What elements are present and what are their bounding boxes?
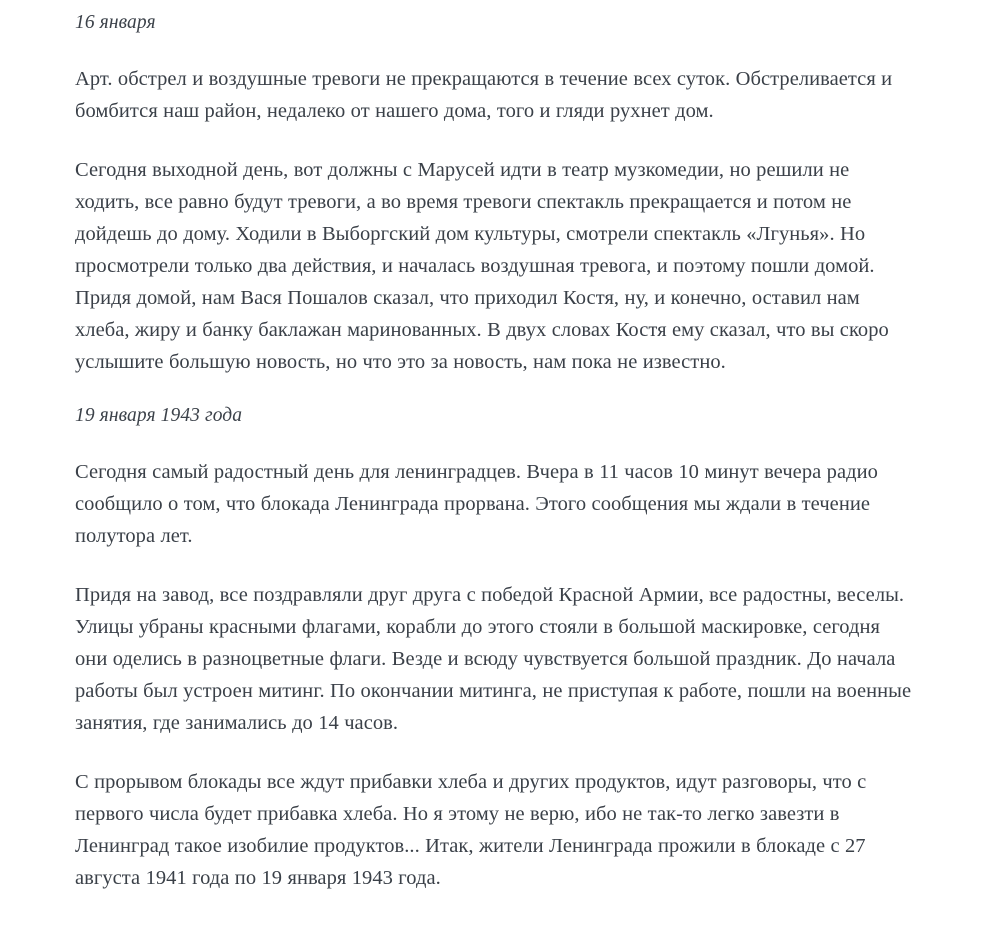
entry-date-heading-1: 16 января — [75, 12, 156, 33]
entry-1-paragraph-1: Арт. обстрел и воздушные тревоги не прекращаются в течение всех суток. Обстреливается и бомбится наш район, недалеко от нашего дома, того и гляди рухнет дом. — [75, 68, 893, 122]
entry-1-paragraph-2: Сегодня выходной день, вот должны с Марусей идти в театр музкомедии, но решили не ходить, все равно будут тревоги, а во время тревоги спектакль прекращается и потом не дойдешь до дому. Ходили в Выборгский дом культуры, смотрели спектакль «Лгунья». Но просмотрели только два действия, и началась воздушная тревога, и поэтому пошли домой. Придя домой, нам Вася Пошалов сказал, что приходил Костя, ну, и конечно, оставил нам хлеба, жиру и банку баклажан маринованных. В двух словах Костя ему сказал, что вы скоро услышите большую новость, но что это за новость, нам пока не известно. — [75, 159, 889, 373]
entry-2-paragraph-3: С прорывом блокады все ждут прибавки хлеба и других продуктов, идут разговоры, что с первого числа будет прибавка хлеба. Но я этому не верю, ибо не так-то легко завезти в Ленинград такое изобилие продуктов... Итак, жители Ленинграда прожили в блокаде с 27 августа 1941 года по 19 января 1943 года. — [75, 771, 867, 889]
entry-2-paragraph-1: Сегодня самый радостный день для ленинградцев. Вчера в 11 часов 10 минут вечера радио сообщило о том, что блокада Ленинграда прорвана. Этого сообщения мы ждали в течение полутора лет. — [75, 461, 878, 547]
document-body — [75, 0, 917, 894]
entry-2-paragraph-2: Придя на завод, все поздравляли друг друга с победой Красной Армии, все радостны, веселы. Улицы убраны красными флагами, корабли до этого стояли в большой маскировке, сегодня они оделись в разноцветные флаги. Везде и всюду чувствуется большой праздник. До начала работы был устроен митинг. По окончании митинга, не приступая к работе, пошли на военные занятия, где занимались до 14 часов. — [75, 584, 912, 734]
entry-date-heading-2: 19 января 1943 года — [75, 405, 243, 426]
diary-entry-1 — [75, 0, 917, 378]
diary-entry-2 — [75, 378, 917, 894]
